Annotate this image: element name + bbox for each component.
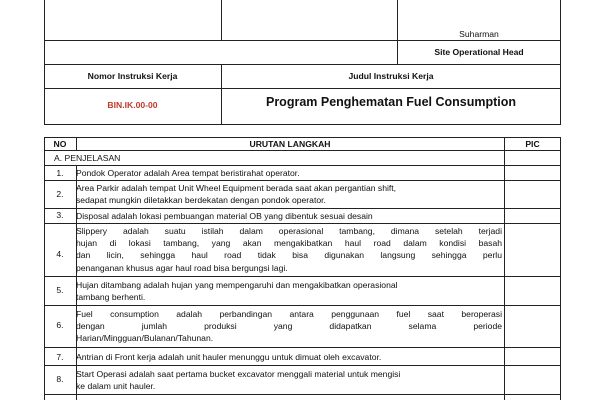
instruction-no-value: BIN.IK.00-00 — [107, 100, 158, 110]
signer-name: Suharman — [459, 29, 499, 39]
row-7-number: 7. — [56, 352, 64, 362]
row-6-line-1: Fuel consumption adalah perbandingan antara penggunaan fuel saat beroperasi — [76, 309, 502, 319]
row-6-line-3: Harian/Mingguan/Bulanan/Tahunan. — [76, 333, 214, 344]
instruction-line — [44, 88, 561, 89]
instruction-title-value: Program Penghematan Fuel Consumption — [265, 95, 517, 109]
row-2-line-1: Area Parkir adalah tempat Unit Wheel Equipment berada saat akan pergantian shift, — [76, 183, 397, 193]
row-8-line-1: Start Operasi adalah saat pertama bucket excavator menggali material untuk mengisi — [76, 369, 401, 379]
row-4-line-3: dan licin, sehingga haul road tidak bisa digunakan langsung sehingga perlu — [76, 250, 502, 261]
table-right-border — [560, 137, 561, 400]
section-a-line — [44, 165, 561, 166]
row-7-line-1: Antrian di Front kerja adalah unit hauler menunggu untuk dimuat oleh excavator. — [76, 352, 382, 362]
row-3-line-1: Disposal adalah lokasi pembuangan material OB yang dibentuk sesuai desain — [76, 211, 373, 221]
instruction-no-label: Nomor Instruksi Kerja — [87, 71, 178, 81]
table-header-line — [44, 150, 561, 151]
row-3-text — [76, 210, 502, 222]
header-divider-1 — [221, 0, 222, 40]
row-6-line — [44, 347, 561, 348]
row-4-line-4: penanganan khusus agar haul road bisa bergungsi lagi. — [76, 262, 288, 273]
row-5-number: 5. — [56, 285, 64, 295]
row-8-text — [76, 368, 502, 392]
row-8-number: 8. — [56, 374, 64, 384]
row-1-line — [44, 180, 561, 181]
signer-title: Site Operational Head — [434, 47, 524, 57]
row-4-number: 4. — [56, 249, 64, 259]
header-bottom-line — [44, 124, 561, 125]
col-steps-header: URUTAN LANGKAH — [249, 139, 331, 149]
row-8-line — [44, 394, 561, 395]
row-5-line-1: Hujan ditambang adalah hujan yang mempengaruhi dan mengakibatkan operasional — [76, 280, 398, 290]
instruction-title-label: Judul Instruksi Kerja — [348, 71, 434, 81]
row-7-text — [76, 351, 502, 363]
col-no-header: NO — [53, 139, 67, 149]
row-3-number: 3. — [56, 210, 64, 220]
row-8-line-2: ke dalam unit hauler. — [76, 381, 156, 392]
section-a-title: A. PENJELASAN — [54, 153, 121, 163]
row-3-line — [44, 223, 561, 224]
header-line-1 — [44, 40, 561, 41]
row-2-line — [44, 208, 561, 209]
row-4-text — [76, 225, 502, 274]
row-2-line-2: sedapat mungkin diletakkan berdekatan dengan pondok operator. — [76, 195, 326, 206]
row-1-number: 1. — [56, 168, 64, 178]
row-5-text — [76, 279, 502, 303]
row-6-number: 6. — [56, 320, 64, 330]
row-4-line — [44, 276, 561, 277]
row-1-line-1: Pondok Operator adalah Area tempat beristirahat operator. — [76, 168, 300, 178]
table-pic-divider — [504, 137, 505, 400]
row-4-line-2: hujan di lokasi tambang, yang akan mengakibatkan haul road dalam kondisi basah — [76, 238, 502, 249]
row-6-line-2: dengan jumlah produksi yang didapatkan selama periode — [76, 321, 502, 332]
row-6-text — [76, 308, 502, 345]
row-2-number: 2. — [56, 189, 64, 199]
row-1-text — [76, 167, 502, 179]
row-2-text — [76, 182, 502, 206]
row-5-line — [44, 305, 561, 306]
row-7-line — [44, 365, 561, 366]
row-5-line-2: tambang berhenti. — [76, 292, 146, 303]
header-line-3 — [44, 64, 561, 65]
col-pic-header: PIC — [525, 139, 540, 149]
row-4-line-1: Slippery adalah suatu istilah dalam operasional tambang, dimana setelah terjadi — [76, 226, 502, 236]
